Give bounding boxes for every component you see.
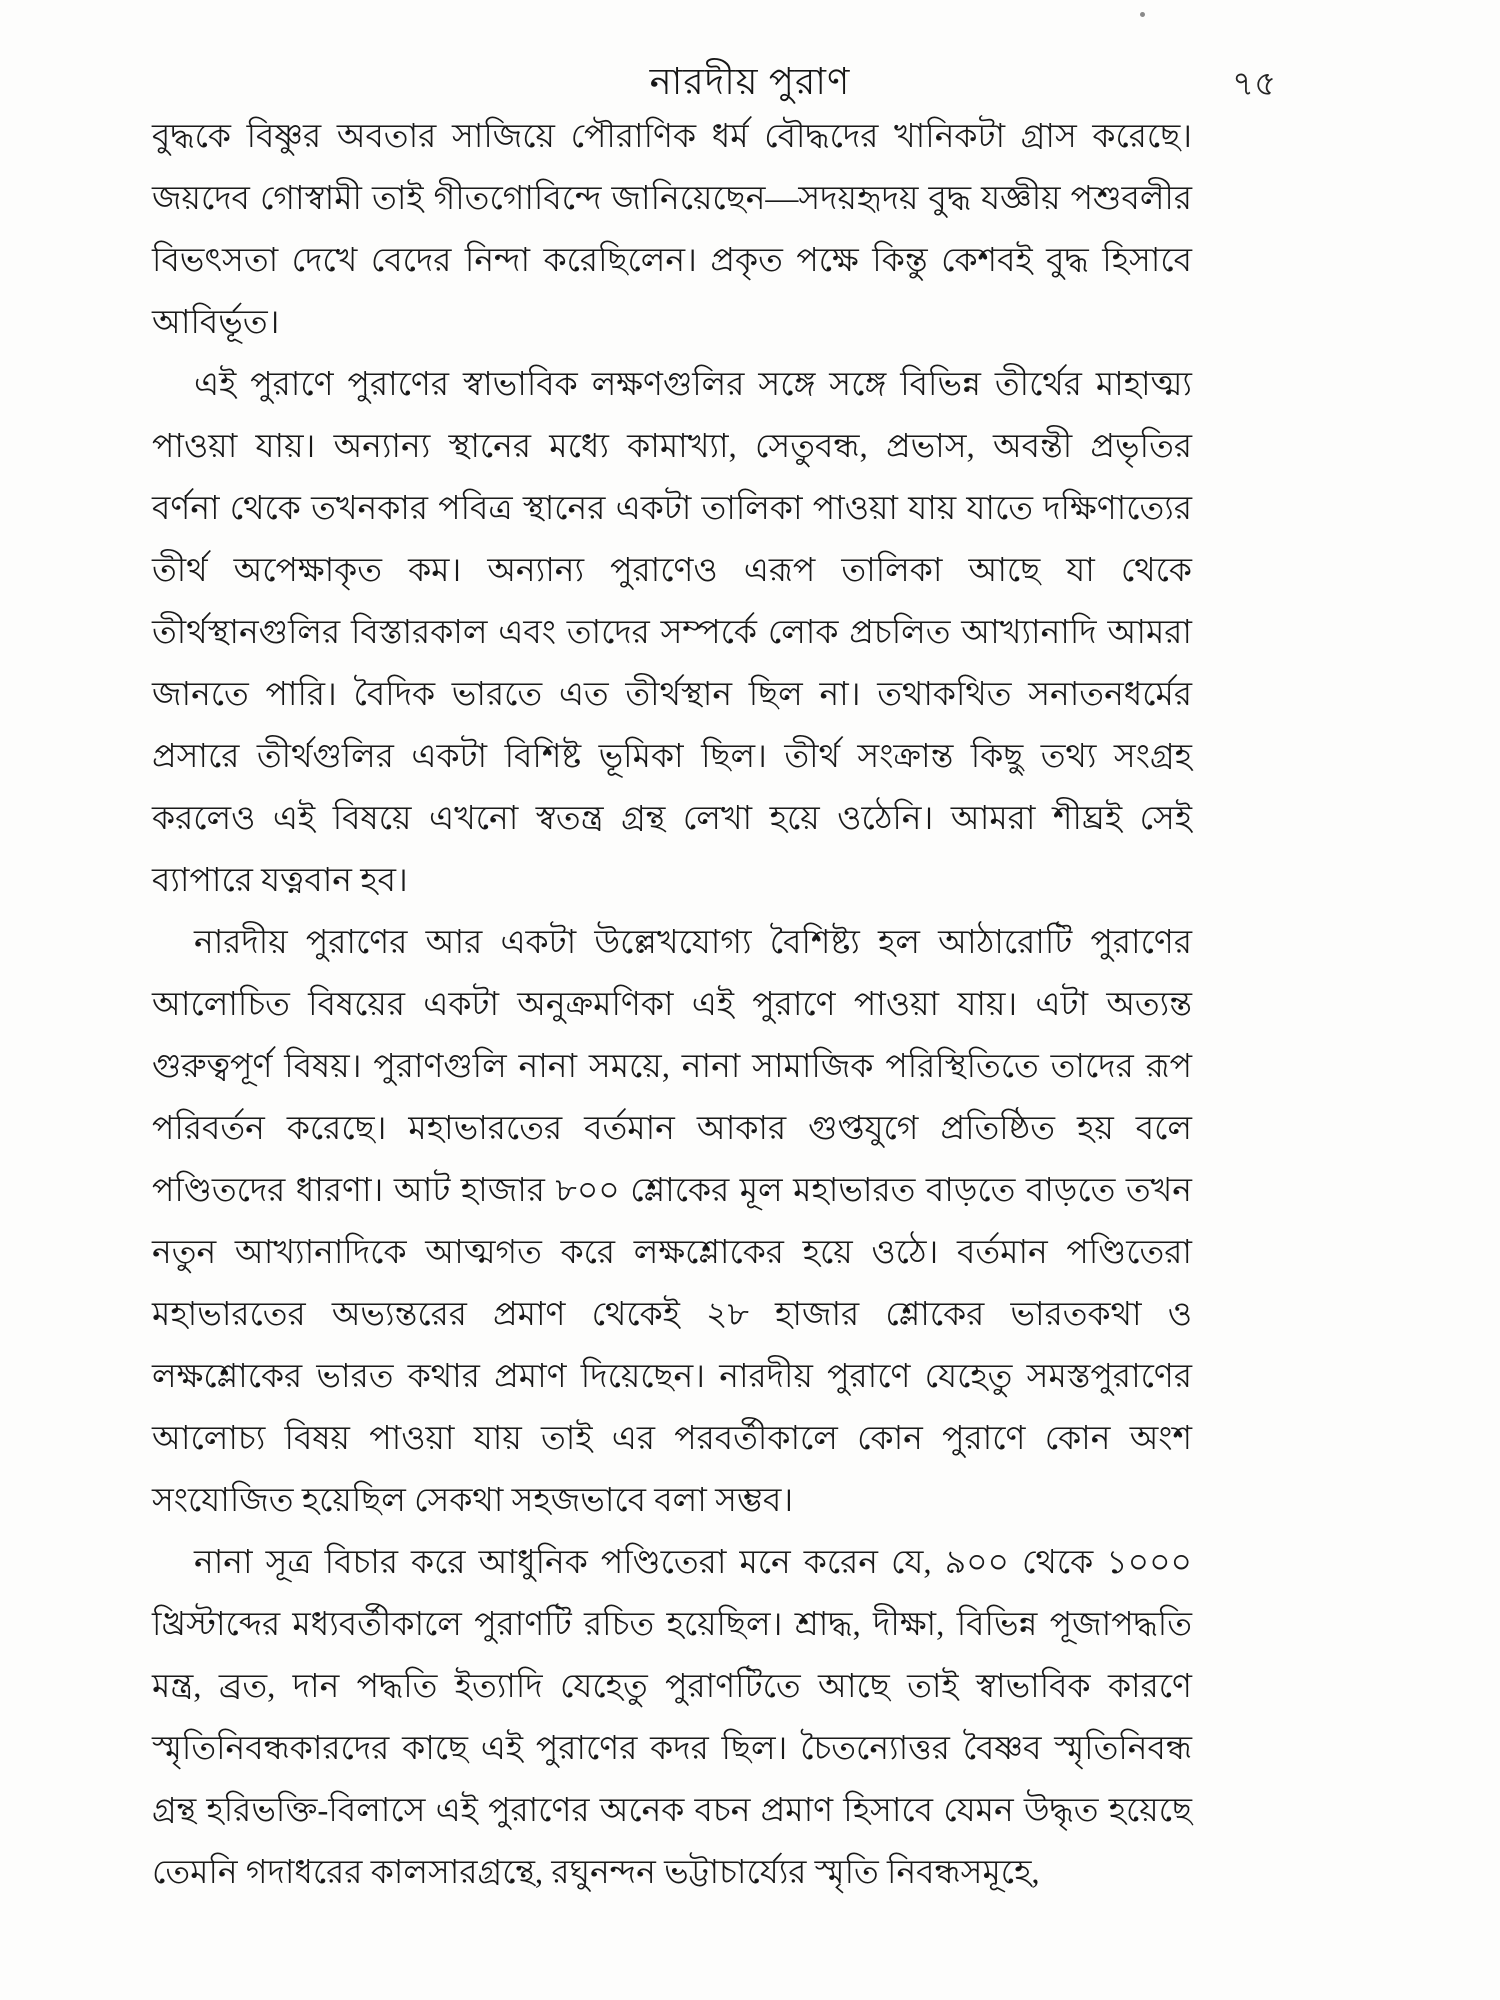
text-line: ব্যাপারে যত্নবান হব।	[152, 863, 408, 899]
text-line: মহাভারতের অভ্যন্তরের প্রমাণ থেকেই ২৮ হাজার শ্লোকের ভারতকথা ও	[152, 1297, 1192, 1333]
page-number: ৭৫	[1232, 66, 1277, 103]
text-line: তীর্থস্থানগুলির বিস্তারকাল এবং তাদের সম্পর্কে লোক প্রচলিত আখ্যানাদি আমরা	[152, 615, 1192, 651]
text-line: আলোচ্য বিষয় পাওয়া যায় তাই এর পরবর্তীকালে কোন পুরাণে কোন অংশ	[152, 1421, 1192, 1457]
paragraph	[152, 106, 1192, 354]
text-line: নানা সূত্র বিচার করে আধুনিক পণ্ডিতেরা মনে করেন যে, ৯০০ থেকে ১০০০	[194, 1545, 1192, 1581]
text-line: বুদ্ধকে বিষ্ণুর অবতার সাজিয়ে পৌরাণিক ধর্ম বৌদ্ধদের খানিকটা গ্রাস করেছে।	[152, 119, 1192, 155]
paragraph	[152, 354, 1192, 912]
text-line: এই পুরাণে পুরাণের স্বাভাবিক লক্ষণগুলির সঙ্গে সঙ্গে বিভিন্ন তীর্থের মাহাত্ম্য	[194, 367, 1192, 403]
text-line: সংযোজিত হয়েছিল সেকথা সহজভাবে বলা সম্ভব।	[152, 1483, 794, 1519]
text-line: আলোচিত বিষয়ের একটা অনুক্রমণিকা এই পুরাণে পাওয়া যায়। এটা অত্যন্ত	[152, 987, 1192, 1023]
text-line: তীর্থ অপেক্ষাকৃত কম। অন্যান্য পুরাণেও এরূপ তালিকা আছে যা থেকে	[152, 553, 1192, 589]
paragraph	[152, 912, 1192, 1532]
text-line: মন্ত্র, ব্রত, দান পদ্ধতি ইত্যাদি যেহেতু পুরাণটিতে আছে তাই স্বাভাবিক কারণে	[152, 1669, 1192, 1705]
scan-artifact-dot	[1140, 12, 1145, 17]
text-line: পাওয়া যায়। অন্যান্য স্থানের মধ্যে কামাখ্যা, সেতুবন্ধ, প্রভাস, অবন্তী প্রভৃতির	[152, 429, 1192, 465]
text-line: তেমনি গদাধরের কালসারগ্রন্থে, রঘুনন্দন ভট্টাচার্য্যের স্মৃতি নিবন্ধসমূহে,	[152, 1855, 1040, 1891]
text-line: নতুন আখ্যানাদিকে আত্মগত করে লক্ষশ্লোকের হয়ে ওঠে। বর্তমান পণ্ডিতেরা	[152, 1235, 1192, 1271]
paragraph	[152, 1532, 1192, 1904]
text-line: পণ্ডিতদের ধারণা। আট হাজার ৮০০ শ্লোকের মূল মহাভারত বাড়তে বাড়তে তখন	[152, 1173, 1192, 1209]
text-line: বর্ণনা থেকে তখনকার পবিত্র স্থানের একটা তালিকা পাওয়া যায় যাতে দক্ষিণাত্যের	[152, 491, 1192, 527]
text-line: জয়দেব গোস্বামী তাই গীতগোবিন্দে জানিয়েছেন—সদয়হৃদয় বুদ্ধ যজ্ঞীয় পশুবলীর	[152, 181, 1192, 217]
text-block	[152, 106, 1192, 1904]
text-line: জানতে পারি। বৈদিক ভারতে এত তীর্থস্থান ছিল না। তথাকথিত সনাতনধর্মের	[152, 677, 1192, 713]
page-title: নারদীয় পুরাণ	[649, 62, 851, 103]
text-line: গ্রন্থ হরিভক্তি-বিলাসে এই পুরাণের অনেক বচন প্রমাণ হিসাবে যেমন উদ্ধৃত হয়েছে	[152, 1793, 1192, 1829]
text-line: নারদীয় পুরাণের আর একটা উল্লেখযোগ্য বৈশিষ্ট্য হল আঠারোটি পুরাণের	[194, 925, 1192, 961]
text-line: করলেও এই বিষয়ে এখনো স্বতন্ত্র গ্রন্থ লেখা হয়ে ওঠেনি। আমরা শীঘ্রই সেই	[152, 801, 1192, 837]
text-line: প্রসারে তীর্থগুলির একটা বিশিষ্ট ভূমিকা ছিল। তীর্থ সংক্রান্ত কিছু তথ্য সংগ্রহ	[152, 739, 1192, 775]
text-line: খ্রিস্টাব্দের মধ্যবর্তীকালে পুরাণটি রচিত হয়েছিল। শ্রাদ্ধ, দীক্ষা, বিভিন্ন পূজাপদ্ধতি	[152, 1607, 1192, 1643]
text-line: স্মৃতিনিবন্ধকারদের কাছে এই পুরাণের কদর ছিল। চৈতন্যোত্তর বৈষ্ণব স্মৃতিনিবন্ধ	[152, 1731, 1192, 1767]
text-line: আবির্ভূত।	[152, 305, 280, 341]
text-line: পরিবর্তন করেছে। মহাভারতের বর্তমান আকার গুপ্তযুগে প্রতিষ্ঠিত হয় বলে	[152, 1111, 1192, 1147]
text-line: লক্ষশ্লোকের ভারত কথার প্রমাণ দিয়েছেন। নারদীয় পুরাণে যেহেতু সমস্তপুরাণের	[152, 1359, 1192, 1395]
text-line: গুরুত্বপূর্ণ বিষয়। পুরাণগুলি নানা সময়ে, নানা সামাজিক পরিস্থিতিতে তাদের রূপ	[152, 1049, 1192, 1085]
text-line: বিভৎসতা দেখে বেদের নিন্দা করেছিলেন। প্রকৃত পক্ষে কিন্তু কেশবই বুদ্ধ হিসাবে	[152, 243, 1192, 279]
